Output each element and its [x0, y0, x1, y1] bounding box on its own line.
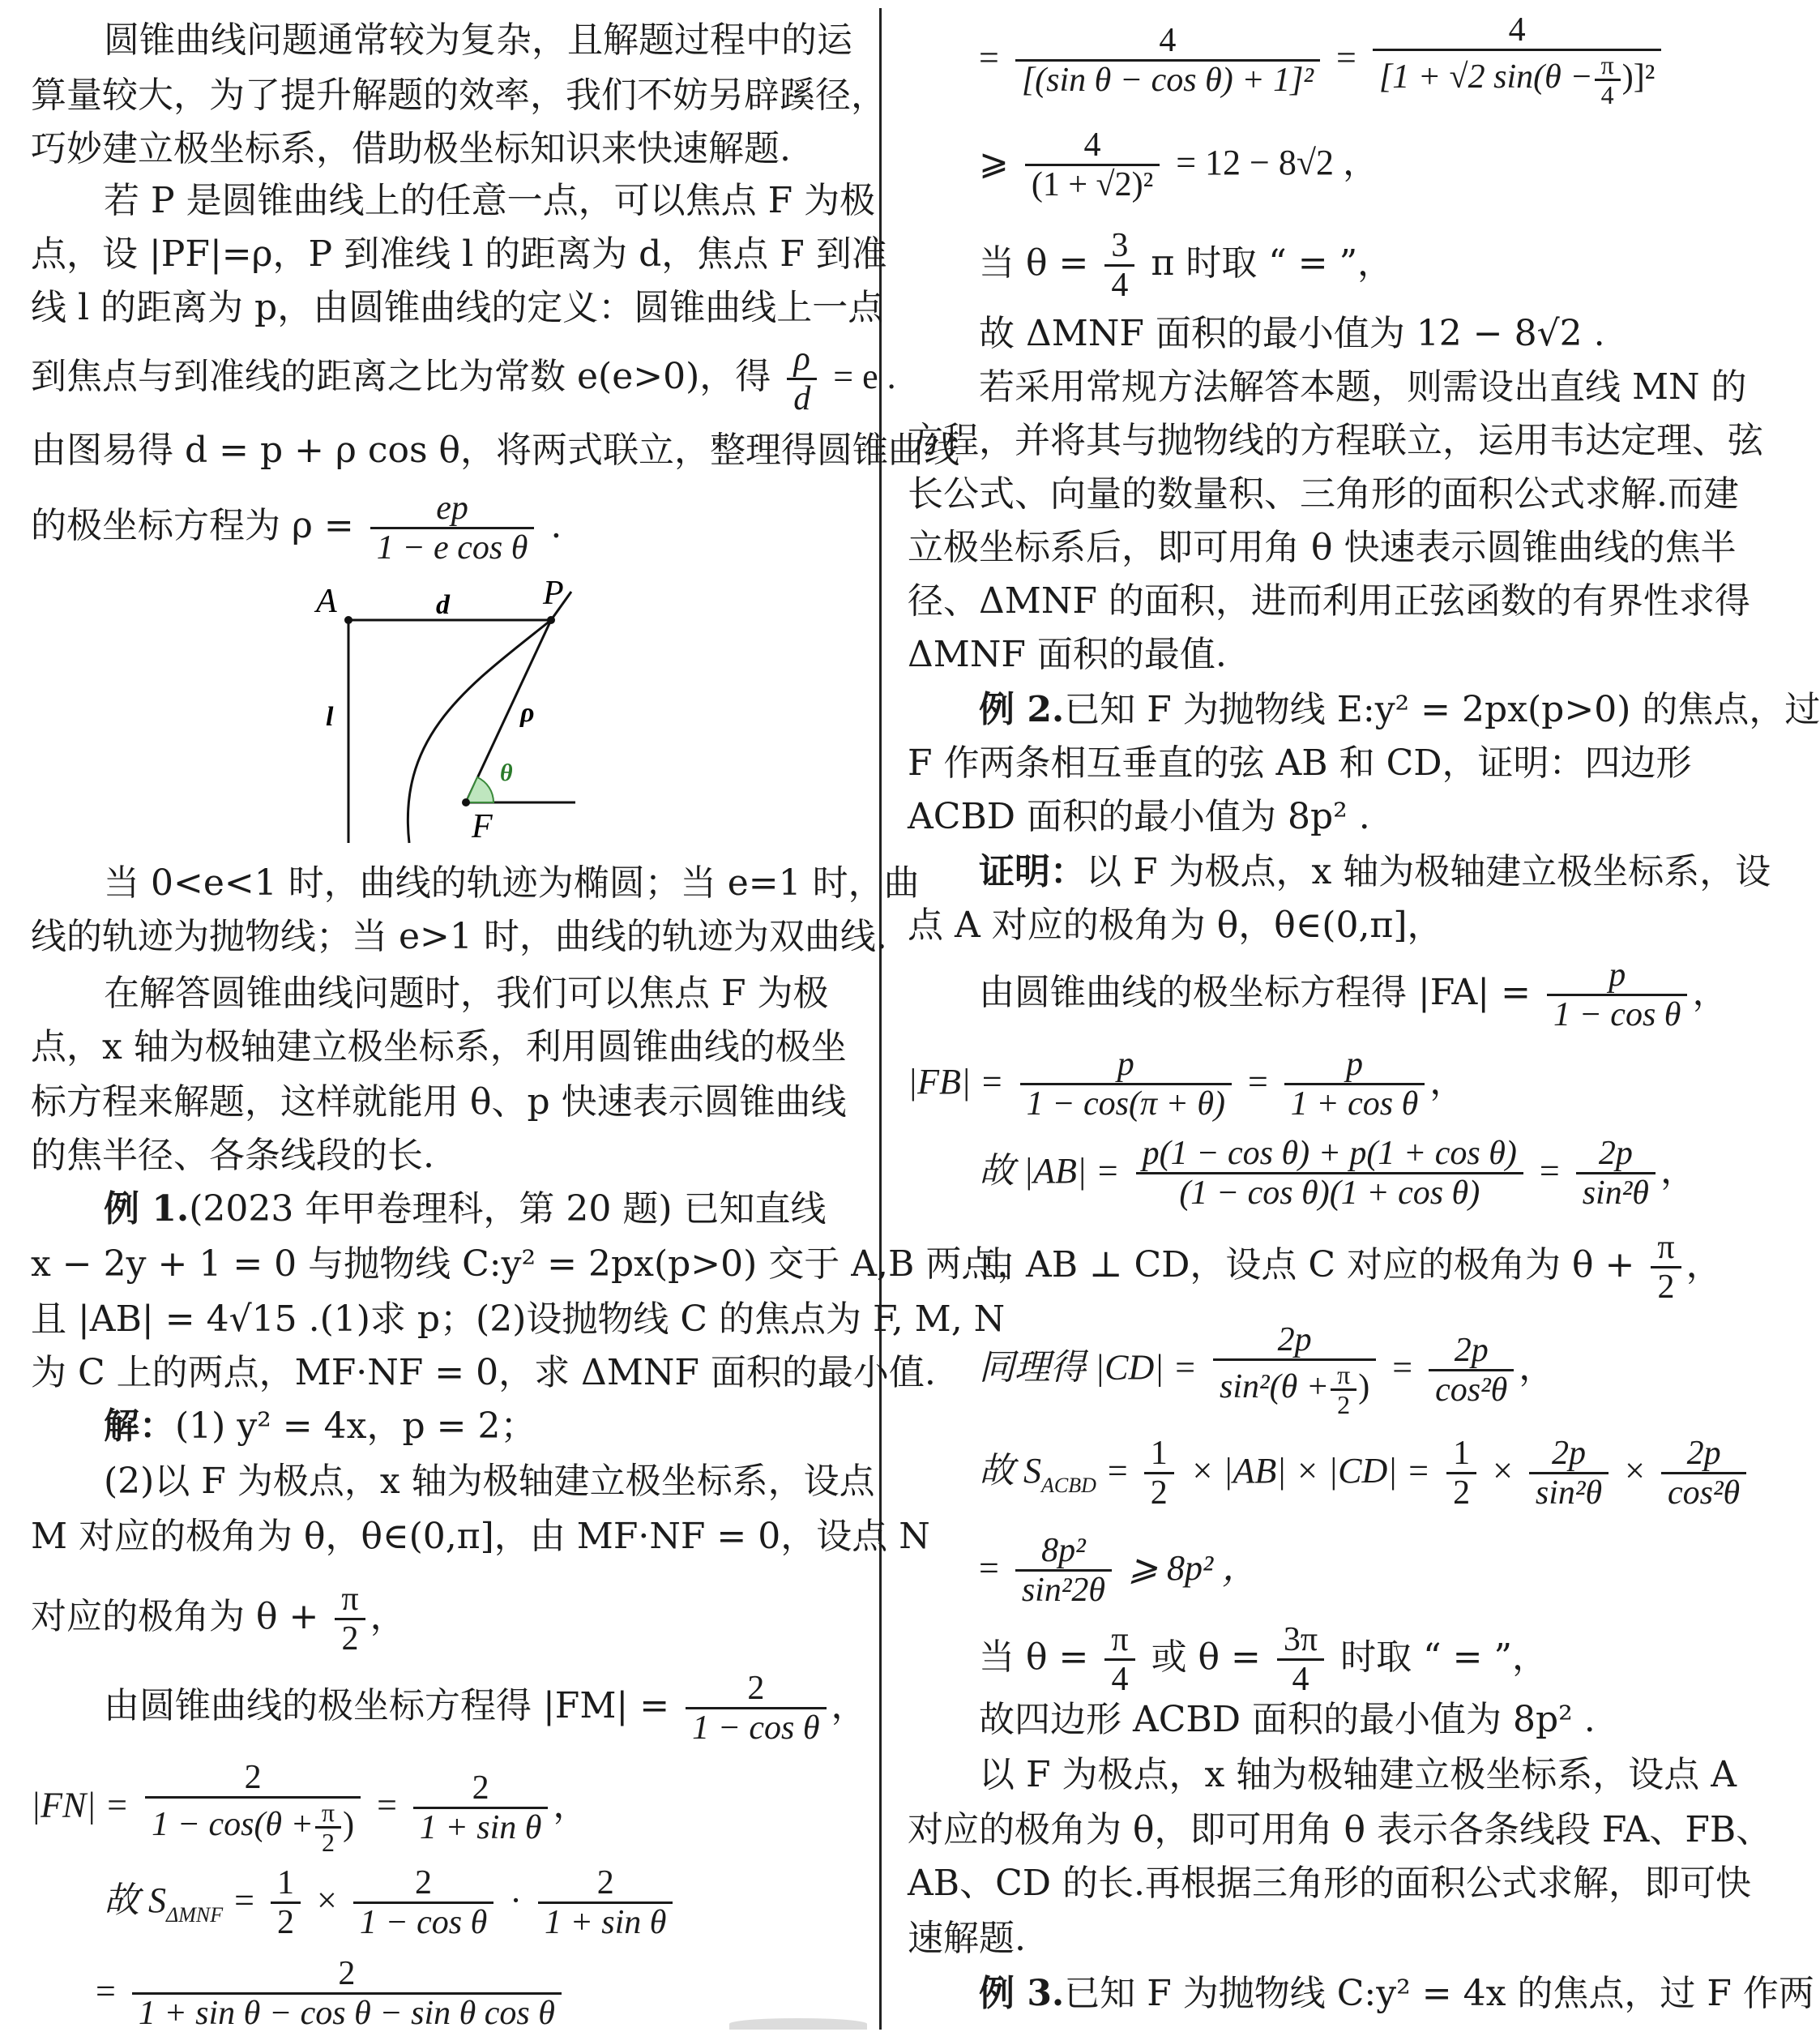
frac-den: 1 − cos(θ + $\frac{\pi}{2}$ ): [145, 1796, 361, 1856]
den-text: [1 + √2 sin(θ −: [1378, 58, 1593, 96]
fb-fraction-2: [1284, 1046, 1425, 1123]
example3-line-1: [979, 1970, 1814, 2018]
ab-fraction-2: [1576, 1135, 1656, 1212]
half: [1144, 1435, 1174, 1512]
frac-den: 2: [1651, 1266, 1681, 1306]
geq: ⩾: [979, 143, 1009, 182]
ab-fraction-1: [1136, 1135, 1523, 1212]
r-para-1: 若采用常规方法解答本题，则需设出直线 MN 的: [979, 366, 1747, 408]
solution-text: (1) y² = 4x，p = 2；: [175, 1405, 536, 1447]
frac-num: π: [321, 1798, 335, 1827]
equals: =: [1392, 1347, 1413, 1388]
frac-den: (1 + √2)²: [1025, 164, 1160, 203]
para2-line-6: [31, 490, 562, 567]
frac-den: 1 − cos θ: [1547, 994, 1687, 1033]
frac-den: 2: [1446, 1472, 1476, 1512]
example2-line-2: F 作两条相互垂直的弦 AB 和 CD，证明：四边形: [908, 742, 1692, 784]
cd-lhs: 同理得 |CD| =: [979, 1347, 1198, 1388]
solution-line-6: [31, 1759, 588, 1856]
r2-tail: = 12 − 8√2 ，: [1176, 143, 1378, 182]
frac-num: 4: [1508, 11, 1526, 49]
frac-den: sin²2θ: [1015, 1569, 1112, 1609]
frac-num: 4: [1159, 21, 1177, 59]
r-para-2: 方程，并将其与抛物线的方程联立，运用韦达定理、弦: [908, 420, 1763, 461]
text: 由 AB ⊥ CD，设点 C 对应的极角为 θ +: [979, 1244, 1635, 1286]
example3-text: 已知 F 为抛物线 C:y² = 4x 的焦点，过 F 作两: [1064, 1973, 1814, 2014]
proof-line-11: 故四边形 ACBD 面积的最小值为 8p² .: [979, 1699, 1596, 1740]
proof-line-1: [979, 848, 1771, 896]
frac-num: 8p²: [1041, 1532, 1086, 1569]
ab-lhs: 故 |AB| =: [979, 1151, 1120, 1191]
r-line-3: [979, 227, 1393, 304]
frac-num: 2p: [1552, 1435, 1587, 1472]
text-a: 当 θ =: [979, 1636, 1089, 1678]
example2-text: 已知 F 为抛物线 E:y² = 2px(p>0) 的焦点，过: [1064, 689, 1820, 730]
frac-den: 1 − e cos θ: [370, 527, 535, 567]
frac-den: 1 + cos θ: [1284, 1083, 1425, 1123]
ab-value: [1529, 1435, 1609, 1512]
frac-den: (1 − cos θ)(1 + cos θ): [1136, 1172, 1523, 1212]
frac-den: sin²θ: [1529, 1472, 1609, 1512]
frac-den: 2: [335, 1618, 365, 1658]
equals: =: [1539, 1151, 1560, 1191]
r-summary-4: 速解题.: [908, 1918, 1026, 1959]
area-bound: ⩾ 8p² ，: [1128, 1548, 1258, 1588]
text: 由圆锥曲线的极坐标方程得 |FA| =: [979, 972, 1531, 1013]
theta-angle-mark: [466, 777, 493, 802]
den-text: 1 − cos(θ +: [152, 1806, 314, 1844]
frac-num: π: [341, 1581, 359, 1618]
cd-value: [1661, 1435, 1746, 1512]
proof-line-7: [979, 1321, 1554, 1418]
r-para-4: 立极坐标系后，即可用角 θ 快速表示圆锥曲线的焦半: [908, 527, 1737, 568]
fn-fraction-1: [145, 1759, 361, 1856]
comma: ，: [1660, 1150, 1696, 1191]
frac-num: π: [1337, 1360, 1351, 1389]
equals: =: [979, 37, 999, 78]
equals: =: [1107, 1451, 1128, 1491]
r-summary-2: 对应的极角为 θ，即可用角 θ 表示各条线段 FA、FB、: [908, 1809, 1772, 1850]
eq-tail: .: [550, 505, 562, 546]
area-lhs: 故 S: [979, 1451, 1041, 1491]
r2-frac: [1025, 126, 1160, 203]
frac-den: 2: [1331, 1388, 1356, 1418]
frac-num: 1: [1150, 1435, 1168, 1472]
r3-text-b: π 时取 “ = ”，: [1151, 242, 1394, 284]
frac-den: 2: [1144, 1472, 1174, 1512]
para2-line-3: 线 l 的距离为 p，由圆锥曲线的定义：圆锥曲线上一点: [31, 287, 884, 328]
r1-frac-1: [1015, 22, 1320, 99]
fm-fraction-repeat: [353, 1864, 493, 1941]
label-d: d: [436, 590, 450, 620]
three-pi-over-4: [1277, 1621, 1324, 1698]
eq-tail: = e .: [833, 357, 896, 396]
rho-over-d: [787, 340, 817, 417]
para2-line-5: 由图易得 d = p + ρ cos θ，将两式联立，整理得圆锥曲线: [31, 430, 960, 471]
frac-den: 1 − cos θ: [353, 1902, 493, 1941]
frac-den: 4: [1277, 1658, 1324, 1698]
frac-den: 1 − cos(π + θ): [1020, 1083, 1232, 1123]
para2-line-4-text: 到焦点与到准线的距离之比为常数 e(e>0)，得: [31, 356, 771, 397]
example2-line-1: [979, 686, 1820, 734]
r1-frac-2: [1373, 11, 1661, 109]
example1-line-4: 为 C 上的两点，MF·NF = 0，求 ΔMNF 面积的最小值.: [31, 1352, 936, 1393]
text: 由圆锥曲线的极坐标方程得 |FM| =: [104, 1685, 670, 1726]
frac-num: p: [1346, 1046, 1364, 1083]
pi-over-2: [335, 1581, 365, 1658]
text-b: 或 θ =: [1151, 1636, 1261, 1678]
pi-over-2-small: [315, 1799, 341, 1856]
proof-line-2: 点 A 对应的极角为 θ，θ∈(0,π]，: [908, 905, 1443, 946]
pi-over-2: [1651, 1229, 1681, 1306]
intro-line-1: 圆锥曲线问题通常较为复杂，且解题过程中的运: [104, 19, 852, 61]
para4-line-3: 标方程来解题，这样就能用 θ、p 快速表示圆锥曲线: [31, 1081, 847, 1123]
frac-num: 2: [596, 1864, 614, 1902]
example1-label: 例 1.: [104, 1188, 190, 1230]
den-tail: )]²: [1621, 58, 1656, 96]
frac-num: 2p: [1454, 1331, 1489, 1369]
para2-line-4: [31, 340, 896, 417]
point-p: [547, 616, 555, 624]
frac-num: p(1 − cos θ) + p(1 + cos θ): [1142, 1135, 1517, 1172]
den-text: sin²(θ +: [1220, 1368, 1330, 1406]
proof-line-6: [979, 1229, 1722, 1306]
label-f: F: [472, 808, 493, 845]
frac-num: 3π: [1283, 1621, 1318, 1658]
frac-num: p: [1117, 1046, 1134, 1083]
example1-text: (2023 年甲卷理科，第 20 题) 已知直线: [189, 1188, 827, 1230]
frac-num: 4: [1083, 126, 1101, 164]
para4-line-1: 在解答圆锥曲线问题时，我们可以焦点 F 为极: [104, 973, 829, 1014]
frac-num: ep: [436, 490, 468, 527]
conic-figure: [300, 571, 592, 847]
example1-line-3: 且 |AB| = 4√15 .(1)求 p；(2)设抛物线 C 的焦点为 F, M, N: [31, 1298, 1006, 1340]
frac-num: 2: [747, 1670, 765, 1707]
proof-line-10: [979, 1621, 1548, 1698]
solution-line-7: [104, 1864, 677, 1941]
pi-over-4: [1104, 1621, 1134, 1698]
frac-den: sin²(θ + $\frac{\pi}{2}$ ): [1213, 1358, 1376, 1418]
point-a: [344, 616, 352, 624]
area-subscript: ΔMNF: [166, 1903, 224, 1927]
page-edge-shadow: [729, 2018, 867, 2030]
intro-line-2: 算量较大，为了提升解题的效率，我们不妨另辟蹊径，: [31, 75, 887, 116]
comma: ，: [1519, 1346, 1555, 1388]
cd-fraction-1: [1213, 1321, 1376, 1418]
comma: ，: [831, 1685, 867, 1726]
r-line-4: 故 ΔMNF 面积的最小值为 12 − 8√2 .: [979, 313, 1605, 354]
frac-num: ρ: [793, 340, 810, 378]
frac-den: sin²θ: [1576, 1172, 1656, 1212]
frac-num: 2p: [1277, 1321, 1312, 1358]
frac-den: 2: [315, 1826, 341, 1856]
frac-num: 2p: [1686, 1435, 1721, 1472]
equals: =: [96, 1971, 116, 2011]
label-p: P: [543, 575, 564, 612]
point-f: [462, 798, 470, 806]
frac-den: 1 + sin θ: [538, 1902, 673, 1941]
polar-eq-text: 的极坐标方程为 ρ =: [31, 505, 354, 546]
fb-lhs: |FB| =: [908, 1062, 1004, 1102]
frac-num: 1: [1453, 1435, 1471, 1472]
r-para-3: 长公式、向量的数量积、三角形的面积公式求解.而建: [908, 473, 1739, 515]
area-simplified: [1015, 1532, 1112, 1609]
equals: =: [979, 1548, 999, 1588]
area-subscript: ACBD: [1041, 1474, 1096, 1497]
para4-line-4: 的焦半径、各条线段的长.: [31, 1135, 434, 1176]
solution-line-8: [96, 1955, 566, 2032]
frac-den: 4: [1104, 1658, 1134, 1698]
fn-fraction-2: [413, 1769, 549, 1846]
frac-den: 1 + sin θ − cos θ − sin θ cos θ: [132, 1992, 562, 2032]
half-2: [1446, 1435, 1476, 1512]
intro-line-3: 巧妙建立极坐标系，借助极坐标知识来快速解题.: [31, 128, 791, 169]
area-mid: × |AB| × |CD| =: [1190, 1451, 1431, 1491]
label-rho: ρ: [520, 698, 535, 728]
comma: ，: [370, 1596, 406, 1637]
example1-line-1: [104, 1185, 827, 1234]
frac-num: π: [1657, 1229, 1675, 1266]
fn-fraction-repeat: [538, 1864, 673, 1941]
pi-over-4-small: [1595, 51, 1621, 109]
proof-line-5: [979, 1135, 1696, 1212]
frac-num: 2: [244, 1759, 262, 1796]
r-para-6: ΔMNF 面积的最值.: [908, 634, 1227, 675]
fm-fraction: [686, 1670, 826, 1747]
label-theta: θ: [500, 759, 513, 786]
pi-over-2-small: [1331, 1361, 1356, 1418]
equals: =: [1247, 1062, 1268, 1102]
times: ×: [1493, 1451, 1513, 1491]
r-line-2: [979, 126, 1378, 203]
frac-den: [(sin θ − cos θ) + 1]²: [1015, 59, 1320, 99]
frac-num: 1: [276, 1864, 294, 1902]
solution-line-2: (2)以 F 为极点，x 轴为极轴建立极坐标系，设点: [104, 1461, 875, 1502]
frac-den: 1 − cos θ: [686, 1707, 826, 1747]
frac-num: 2: [338, 1955, 356, 1992]
comma: ，: [553, 1784, 589, 1826]
proof-label: 证明：: [979, 851, 1086, 892]
half: [271, 1864, 301, 1941]
frac-den: cos²θ: [1429, 1369, 1514, 1409]
frac-num: 3: [1111, 227, 1129, 264]
area-lhs: 故 S: [104, 1880, 166, 1920]
frac-den: cos²θ: [1661, 1472, 1746, 1512]
frac-num: 2: [472, 1769, 489, 1807]
area-simplified: [132, 1955, 562, 2032]
r-para-5: 径、ΔMNF 的面积，进而利用正弦函数的有界性求得: [908, 580, 1750, 622]
label-l: l: [326, 702, 334, 732]
text-c: 时取 “ = ”，: [1340, 1636, 1548, 1678]
r3-text-a: 当 θ =: [979, 242, 1089, 284]
three-quarters: [1104, 227, 1134, 304]
example1-line-2: x − 2y + 1 = 0 与抛物线 C:y² = 2px(p>0) 交于 A,B 两点，: [31, 1243, 1033, 1285]
fb-fraction-1: [1020, 1046, 1232, 1123]
cd-fraction-2: [1429, 1332, 1514, 1409]
right-column: [898, 0, 1820, 2030]
proof-text: 以 F 为极点，x 轴为极轴建立极坐标系，设: [1086, 851, 1771, 892]
para2-line-2: 点，设 |PF|=ρ，P 到准线 l 的距离为 d，焦点 F 到准: [31, 233, 887, 275]
solution-line-1: [104, 1402, 536, 1451]
example2-line-3: ACBD 面积的最小值为 8p² .: [908, 796, 1370, 837]
frac-num: π: [1111, 1621, 1129, 1658]
fn-lhs: |FN| =: [31, 1785, 130, 1825]
r-line-1: [979, 11, 1666, 109]
frac-den: 4: [1595, 79, 1621, 109]
solution-label: 解：: [104, 1405, 175, 1447]
example3-label: 例 3.: [979, 1973, 1065, 2014]
label-a: A: [316, 583, 337, 620]
comma: ，: [1429, 1061, 1466, 1102]
equals: =: [377, 1785, 397, 1825]
frac-den: d: [787, 378, 817, 417]
proof-line-8: [979, 1435, 1751, 1512]
frac-num: 2p: [1598, 1135, 1633, 1172]
r-summary-3: AB、CD 的长.再根据三角形的面积公式求解，即可快: [908, 1863, 1752, 1904]
comma: ，: [1685, 1244, 1722, 1286]
solution-line-5: [104, 1670, 867, 1747]
frac-num: π: [1600, 50, 1614, 79]
para3-line-2: 线的轨迹为抛物线；当 e>1 时，曲线的轨迹为双曲线.: [31, 916, 887, 957]
fa-fraction: [1547, 956, 1687, 1033]
proof-line-3: [979, 956, 1728, 1033]
example2-label: 例 2.: [979, 689, 1065, 730]
frac-den: [1373, 49, 1661, 109]
frac-den: 4: [1104, 264, 1134, 304]
r-summary-1: 以 F 为极点，x 轴为极轴建立极坐标系，设点 A: [979, 1754, 1737, 1795]
polar-eq-fraction: [370, 490, 535, 567]
para2-line-1: 若 P 是圆锥曲线上的任意一点，可以焦点 F 为极: [104, 180, 876, 221]
proof-line-4: [908, 1046, 1465, 1123]
para3-line-1: 当 0<e<1 时，曲线的轨迹为椭圆；当 e=1 时，曲: [104, 862, 920, 904]
para4-line-2: 点，x 轴为极轴建立极坐标系，利用圆锥曲线的极坐: [31, 1026, 847, 1067]
text: 对应的极角为 θ +: [31, 1596, 319, 1637]
comma: ，: [1692, 972, 1728, 1013]
proof-line-9: [979, 1532, 1258, 1609]
dot: ·: [510, 1880, 522, 1920]
equals: =: [234, 1880, 254, 1920]
solution-line-3: M 对应的极角为 θ，θ∈(0,π]，由 MF·NF = 0，设点 N: [31, 1516, 930, 1557]
equals: =: [1336, 37, 1356, 78]
times: ×: [1625, 1451, 1645, 1491]
frac-den: 2: [271, 1902, 301, 1941]
times: ×: [316, 1880, 337, 1920]
frac-num: p: [1609, 956, 1626, 994]
frac-den: 1 + sin θ: [413, 1807, 549, 1846]
solution-line-4: [31, 1581, 406, 1658]
frac-num: 2: [415, 1864, 433, 1902]
